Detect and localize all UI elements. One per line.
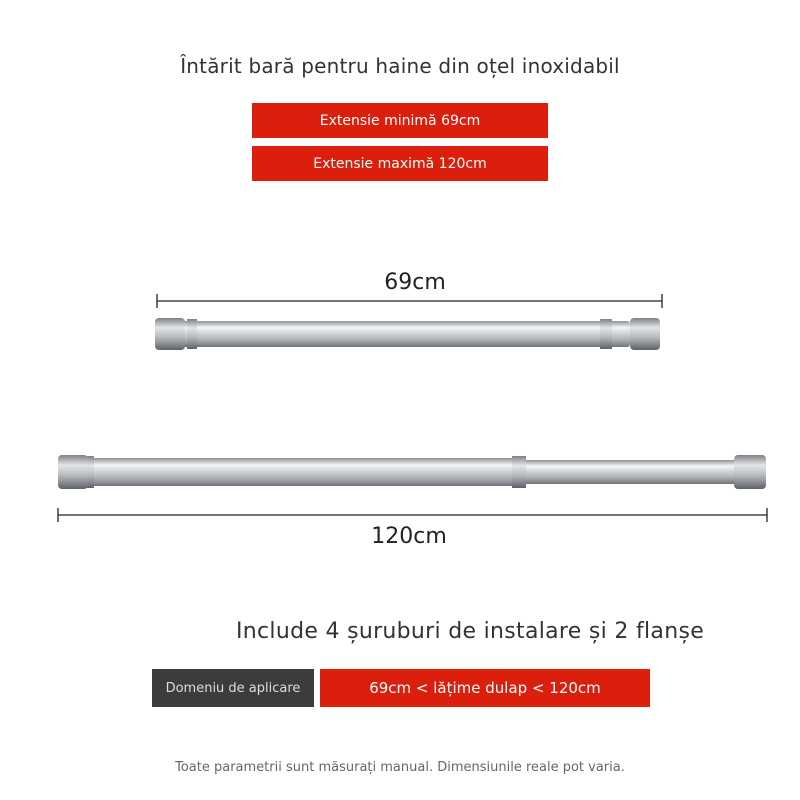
application-domain-label: Domeniu de aplicare bbox=[152, 669, 314, 707]
short-rod bbox=[155, 318, 660, 350]
max-extension-badge: Extensie maximă 120cm bbox=[252, 146, 548, 181]
short-dimension-line bbox=[157, 294, 662, 308]
product-title: Întărit bară pentru haine din oțel inoxidabil bbox=[180, 54, 620, 78]
long-rod bbox=[58, 455, 766, 489]
included-parts-text: Include 4 șuruburi de instalare și 2 flanșe bbox=[236, 619, 705, 644]
measurement-footnote: Toate parametrii sunt măsurați manual. Dimensiunile reale pot varia. bbox=[175, 760, 625, 775]
min-extension-badge: Extensie minimă 69cm bbox=[252, 103, 548, 138]
application-domain-value: 69cm < lățime dulap < 120cm bbox=[320, 669, 650, 707]
short-length-label: 69cm bbox=[384, 270, 446, 295]
long-length-label: 120cm bbox=[371, 524, 447, 549]
long-dimension-line bbox=[58, 508, 767, 522]
